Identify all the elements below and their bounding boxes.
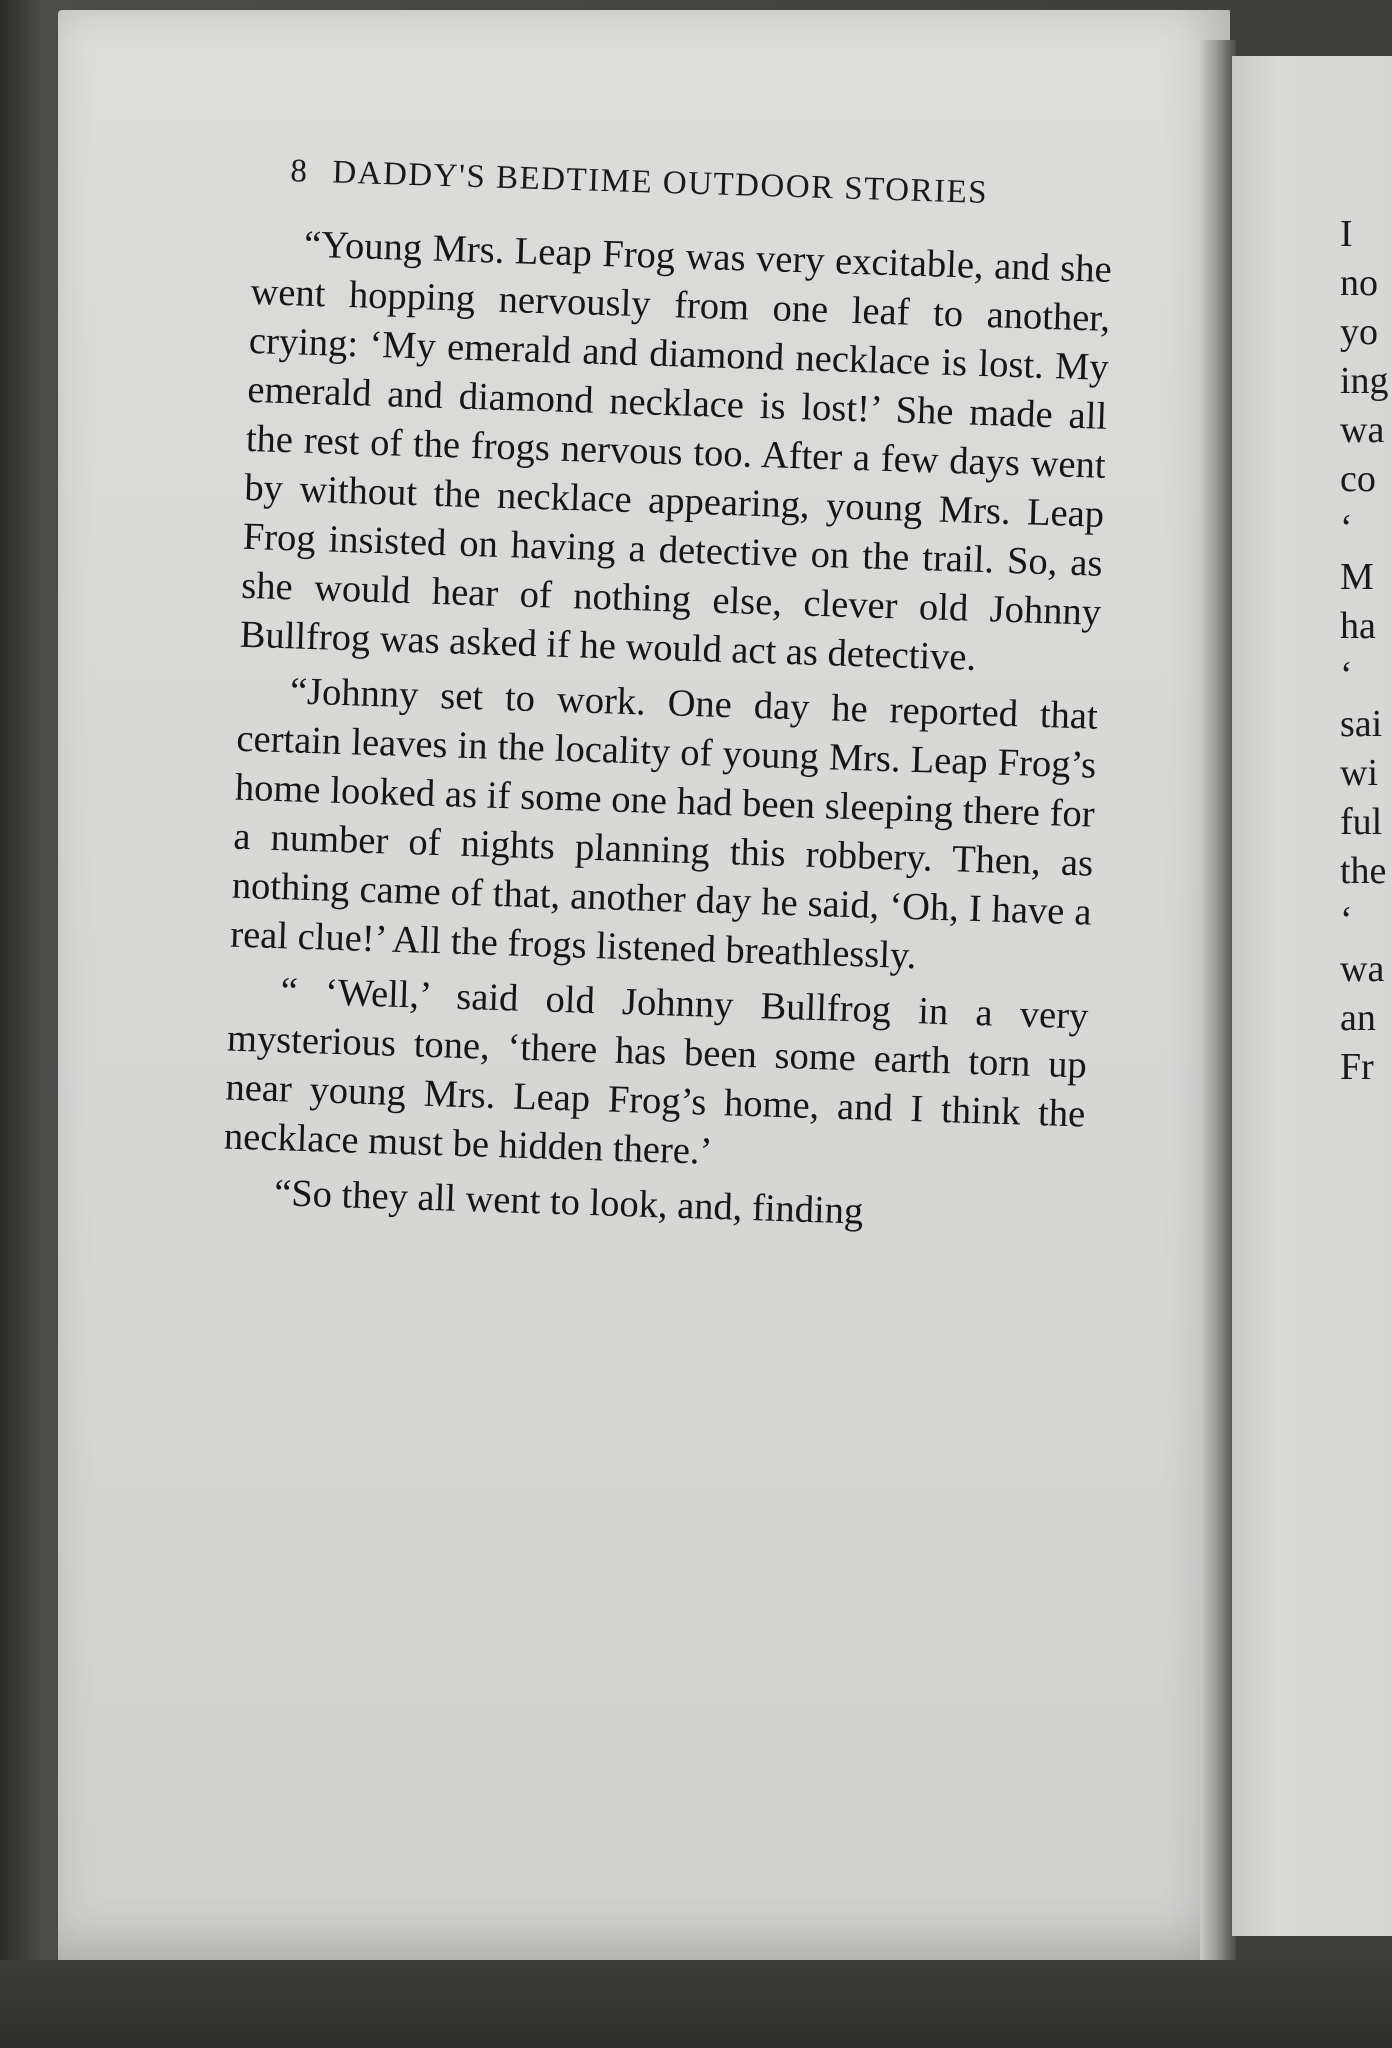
facing-line: co <box>1340 458 1376 500</box>
facing-line: yo <box>1340 311 1378 353</box>
running-title: DADDY'S BEDTIME OUTDOOR STORIES <box>331 154 989 212</box>
paragraph-3: “ ‘Well,’ said old Johnny Bullfrog in a very mysterious tone, ‘there has been some earth torn up near young Mrs. Leap Frog’s home, and I think the necklace must be hidden there.’ <box>223 970 1089 1173</box>
facing-line: wa <box>1340 409 1385 451</box>
page-number: 8 <box>289 153 309 190</box>
facing-line: an <box>1340 997 1376 1039</box>
facing-line: the <box>1340 850 1387 892</box>
facing-line: wa <box>1340 948 1385 990</box>
bottom-shadow <box>0 1960 1392 2048</box>
facing-line: ful <box>1340 801 1383 843</box>
facing-line: ha <box>1340 605 1376 647</box>
facing-line: I <box>1340 213 1353 255</box>
facing-line: ‘ <box>1340 654 1353 696</box>
facing-line: ing <box>1340 360 1389 402</box>
facing-line: wi <box>1340 752 1378 794</box>
facing-page-text-fragments <box>1340 210 1392 1092</box>
paragraph-1: “Young Mrs. Leap Frog was very excitable, and she went hopping nervously from one leaf to another, crying: ‘My emerald and diamond necklace is lost. My emerald and diamond necklace is lost!’ She made all the rest of the frogs nervous too. After a few days went by without the necklace appearing, young Mrs. Leap Frog insisted on having a detective on the trail. So, as she would hear of nothing else, clever old Johnny Bullfrog was asked if he would act as detective. <box>239 223 1113 679</box>
facing-line: ‘ <box>1340 507 1353 549</box>
facing-line: sai <box>1340 703 1383 745</box>
page-text-block <box>222 152 1115 1243</box>
facing-line: M <box>1340 556 1374 598</box>
facing-line: ‘ <box>1340 899 1353 941</box>
book-gutter <box>1200 40 1236 1970</box>
facing-line: no <box>1340 262 1378 304</box>
paragraph-2: “Johnny set to work. One day he reported that certain leaves in the locality of young Mrs. Leap Frog’s home looked as if some one had been sleeping there for a number of nights planning this robbery. Then, as nothing came of that, another day he said, ‘Oh, I have a real clue!’ All the frogs listened breathlessly. <box>229 670 1099 978</box>
facing-line: Fr <box>1340 1046 1374 1088</box>
paragraph-4: “So they all went to look, and, finding <box>273 1172 864 1233</box>
